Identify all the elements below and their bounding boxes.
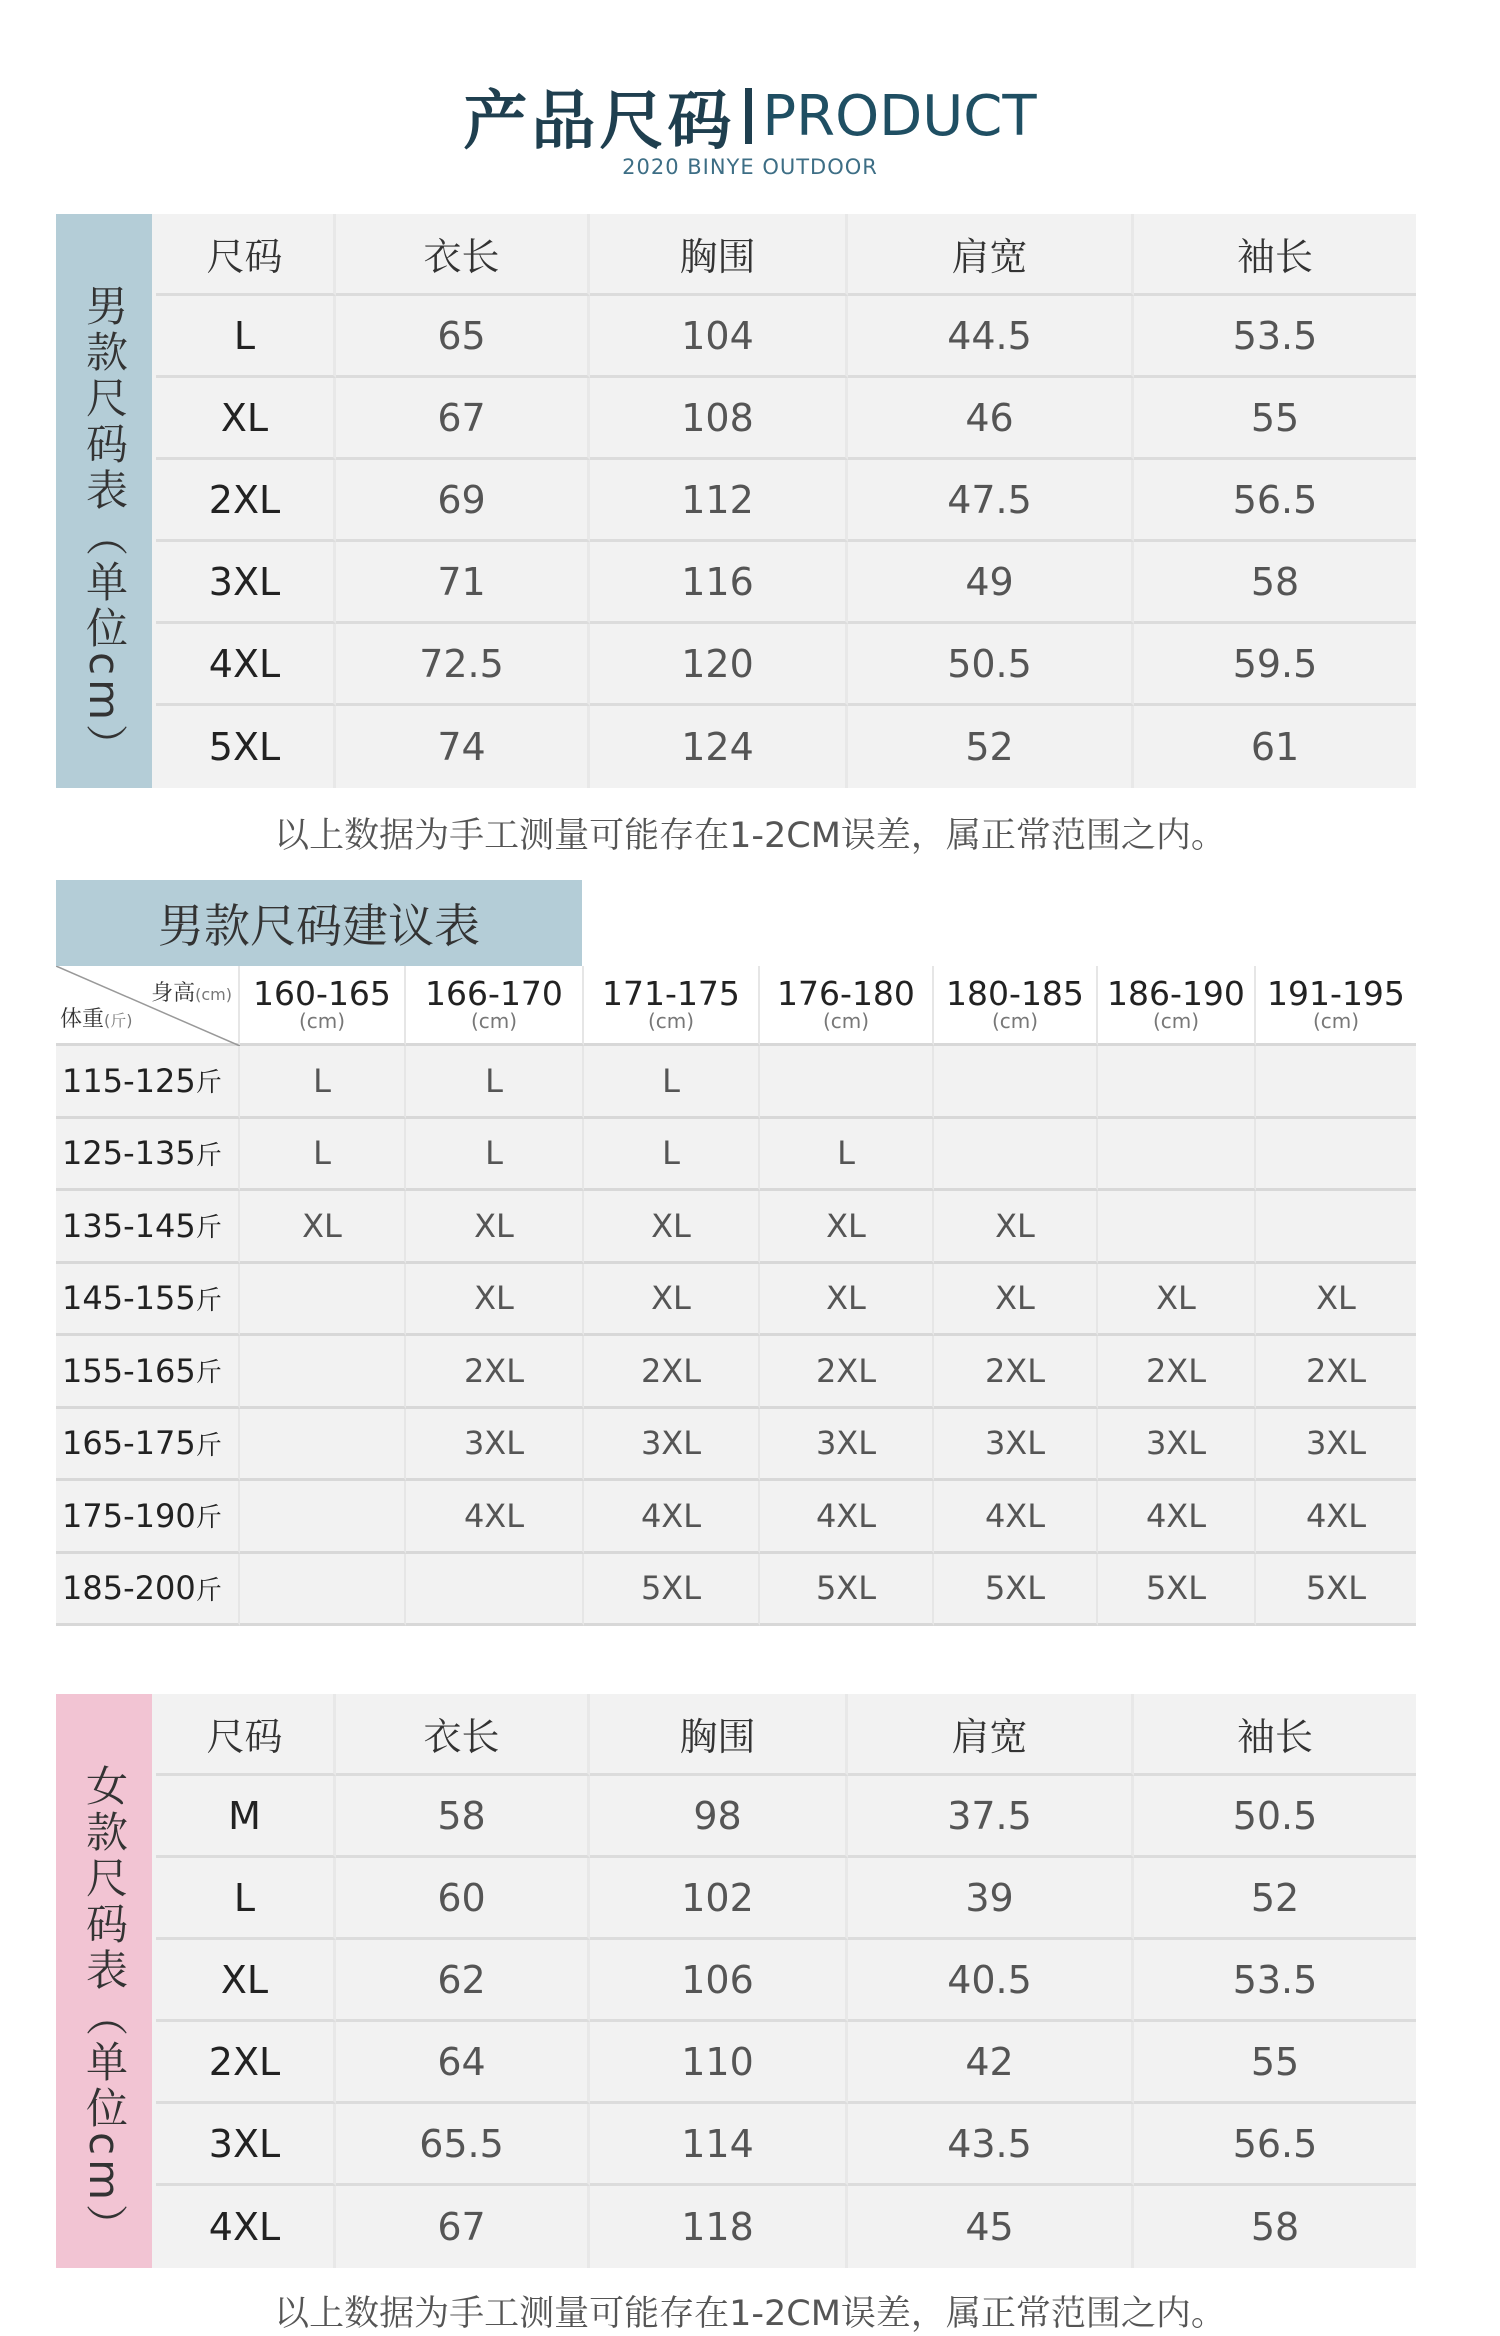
weight-unit-label: 斤 [195,1140,222,1171]
weight-unit-label: 斤 [195,1358,222,1389]
recommended-size-cell [240,1409,406,1482]
measurement-cell: 67 [336,378,590,460]
recommended-size-cell: 4XL [1256,1481,1416,1554]
recommended-size-cell: L [240,1119,406,1192]
measurement-cell: 39 [848,1858,1134,1940]
recommended-size-cell: 3XL [1098,1409,1256,1482]
recommended-size-cell [1098,1046,1256,1119]
column-header: 肩宽 [848,214,1134,296]
recommended-size-cell [934,1046,1098,1119]
recommended-size-cell [1256,1119,1416,1192]
recommended-size-cell: 5XL [1098,1554,1256,1627]
recommended-size-cell [240,1554,406,1627]
measurement-cell: 118 [590,2186,848,2268]
height-range-label: 171-175 [602,973,740,1013]
height-range-header [406,966,584,1046]
measurement-cell: 65 [336,296,590,378]
recommended-size-cell: XL [934,1191,1098,1264]
recommended-size-cell: 5XL [760,1554,934,1627]
recommended-size-cell: XL [1098,1264,1256,1337]
size-cell: XL [156,378,336,460]
height-unit-label: (cm) [298,1009,346,1034]
measurement-cell: 62 [336,1940,590,2022]
recommend-size-table [56,966,1416,1626]
size-cell: L [156,296,336,378]
measurement-cell: 50.5 [1134,1776,1416,1858]
column-header: 袖长 [1134,1694,1416,1776]
recommended-size-cell: L [584,1119,760,1192]
measurement-cell: 69 [336,460,590,542]
size-cell: 4XL [156,2186,336,2268]
size-cell: 2XL [156,460,336,542]
column-header: 衣长 [336,214,590,296]
recommend-corner-cell [56,966,240,1046]
page-title-english: PRODUCT [762,83,1037,149]
recommended-size-cell [240,1481,406,1554]
men-size-table [56,214,1416,788]
height-range-header [1256,966,1416,1046]
recommended-size-cell: L [240,1046,406,1119]
recommended-size-cell: 5XL [934,1554,1098,1627]
recommended-size-cell [406,1554,584,1627]
recommended-size-cell: L [406,1119,584,1192]
women-size-table [56,1694,1416,2268]
weight-range-header [56,1119,240,1192]
recommended-size-cell: XL [760,1191,934,1264]
weight-unit-label: 斤 [195,1068,222,1099]
weight-range-header [56,1336,240,1409]
men-measurement-note: 以上数据为手工测量可能存在1-2CM误差，属正常范围之内。 [274,816,1226,856]
height-range-header [760,966,934,1046]
size-cell: 3XL [156,542,336,624]
measurement-cell: 55 [1134,378,1416,460]
recommended-size-cell [240,1336,406,1409]
measurement-cell: 49 [848,542,1134,624]
weight-range-header [56,1264,240,1337]
recommended-size-cell: 4XL [760,1481,934,1554]
women-side-label-text: 女款尺码表（单位cm） [80,1764,129,2251]
weight-unit-label: 斤 [195,1213,222,1244]
weight-range-header [56,1046,240,1119]
measurement-cell: 120 [590,624,848,706]
title-line [463,70,1036,162]
height-range-label: 191-195 [1267,973,1405,1013]
page-header [0,70,1500,162]
size-cell: 5XL [156,706,336,788]
page-subtitle: 2020 BINYE OUTDOOR [622,155,878,179]
height-range-label: 160-165 [253,973,391,1013]
measurement-cell: 102 [590,1858,848,1940]
corner-weight-label: 体重(斤) [60,1007,133,1032]
measurement-cell: 52 [848,706,1134,788]
measurement-cell: 56.5 [1134,460,1416,542]
measurement-cell: 55 [1134,2022,1416,2104]
measurement-cell: 114 [590,2104,848,2186]
measurement-cell: 108 [590,378,848,460]
recommended-size-cell: 4XL [934,1481,1098,1554]
measurement-cell: 67 [336,2186,590,2268]
weight-unit-label: 斤 [195,1430,222,1461]
page-title: 产品尺码 [463,85,736,159]
recommended-size-cell: XL [406,1191,584,1264]
height-range-header [1098,966,1256,1046]
measurement-cell: 40.5 [848,1940,1134,2022]
recommended-size-cell: L [406,1046,584,1119]
recommended-size-cell: 4XL [1098,1481,1256,1554]
weight-range-label: 155-165 [62,1351,196,1390]
height-unit-label: (cm) [991,1009,1039,1034]
title-divider [745,88,752,144]
size-cell: M [156,1776,336,1858]
recommended-size-cell: 2XL [934,1336,1098,1409]
recommended-size-cell: 3XL [406,1409,584,1482]
recommended-size-cell [1256,1046,1416,1119]
size-cell: 3XL [156,2104,336,2186]
measurement-cell: 37.5 [848,1776,1134,1858]
women-side-label [56,1694,152,2268]
measurement-cell: 124 [590,706,848,788]
measurement-cell: 64 [336,2022,590,2104]
recommended-size-cell: 2XL [1098,1336,1256,1409]
measurement-cell: 58 [336,1776,590,1858]
column-header: 尺码 [156,214,336,296]
recommended-size-cell: XL [760,1264,934,1337]
recommended-size-cell: XL [240,1191,406,1264]
measurement-cell: 104 [590,296,848,378]
recommended-size-cell: 5XL [584,1554,760,1627]
weight-unit-label: 斤 [195,1575,222,1606]
recommended-size-cell: 3XL [1256,1409,1416,1482]
height-unit-label: (cm) [647,1009,695,1034]
height-unit-label: (cm) [470,1009,518,1034]
column-header: 衣长 [336,1694,590,1776]
recommended-size-cell: 4XL [584,1481,760,1554]
size-cell: 2XL [156,2022,336,2104]
recommended-size-cell: 3XL [760,1409,934,1482]
measurement-cell: 72.5 [336,624,590,706]
measurement-cell: 61 [1250,725,1300,769]
size-cell: 4XL [156,624,336,706]
measurement-cell: 58 [1134,542,1416,624]
corner-height-label: 身高(cm) [151,981,232,1006]
column-header: 肩宽 [848,1694,1134,1776]
measurement-cell: 60 [336,1858,590,1940]
size-cell: L [156,1858,336,1940]
weight-range-label: 165-175 [62,1424,196,1463]
size-cell: XL [156,1940,336,2022]
measurement-cell: 98 [590,1776,848,1858]
men-size-grid [156,214,1416,788]
height-range-header [584,966,760,1046]
height-range-header [240,966,406,1046]
recommended-size-cell: 2XL [760,1336,934,1409]
height-range-label: 186-190 [1107,973,1245,1013]
women-size-grid [156,1694,1416,2268]
column-header: 胸围 [590,214,848,296]
weight-range-header [56,1554,240,1627]
height-unit-label: (cm) [822,1009,870,1034]
measurement-cell: 110 [590,2022,848,2104]
recommended-size-cell: 2XL [584,1336,760,1409]
measurement-cell: 44.5 [848,296,1134,378]
recommended-size-cell: XL [584,1191,760,1264]
recommended-size-cell: 3XL [934,1409,1098,1482]
men-side-label [56,214,152,788]
weight-range-label: 175-190 [62,1496,196,1535]
recommended-size-cell [760,1046,934,1119]
recommended-size-cell: 4XL [406,1481,584,1554]
weight-range-label: 145-155 [62,1279,196,1318]
weight-range-label: 185-200 [62,1569,196,1608]
recommended-size-cell [1256,1191,1416,1264]
measurement-cell: 58 [1250,2205,1300,2249]
measurement-cell: 71 [336,542,590,624]
measurement-cell: 106 [590,1940,848,2022]
height-range-label: 176-180 [777,973,915,1013]
column-header: 尺码 [156,1694,336,1776]
weight-unit-label: 斤 [195,1285,222,1316]
measurement-cell: 112 [590,460,848,542]
recommended-size-cell: 2XL [406,1336,584,1409]
column-header: 胸围 [590,1694,848,1776]
measurement-cell: 45 [848,2186,1134,2268]
men-side-label-text: 男款尺码表（单位cm） [80,284,129,771]
recommended-size-cell: 5XL [1256,1554,1416,1627]
weight-range-label: 135-145 [62,1206,196,1245]
measurement-cell: 74 [336,706,590,788]
height-range-label: 180-185 [946,973,1084,1013]
recommended-size-cell: L [760,1119,934,1192]
recommended-size-cell: XL [934,1264,1098,1337]
measurement-cell: 46 [848,378,1134,460]
measurement-cell: 50.5 [848,624,1134,706]
recommend-title: 男款尺码建议表 [56,880,582,966]
recommended-size-cell [1098,1191,1256,1264]
measurement-cell: 116 [590,542,848,624]
column-header: 袖长 [1134,214,1416,296]
recommended-size-cell: XL [406,1264,584,1337]
weight-range-label: 115-125 [62,1061,196,1100]
measurement-cell: 59.5 [1134,624,1416,706]
measurement-cell: 52 [1134,1858,1416,1940]
measurement-cell: 42 [848,2022,1134,2104]
weight-range-label: 125-135 [62,1134,196,1173]
measurement-cell: 43.5 [848,2104,1134,2186]
weight-range-header [56,1481,240,1554]
measurement-cell: 47.5 [848,460,1134,542]
recommended-size-cell [1098,1119,1256,1192]
recommended-size-cell [240,1264,406,1337]
recommended-size-cell: 2XL [1256,1336,1416,1409]
recommended-size-cell: XL [584,1264,760,1337]
measurement-cell: 53.5 [1134,1940,1416,2022]
measurement-cell: 56.5 [1134,2104,1416,2186]
women-measurement-note: 以上数据为手工测量可能存在1-2CM误差，属正常范围之内。 [274,2294,1226,2334]
weight-range-header [56,1191,240,1264]
height-range-label: 166-170 [425,973,563,1013]
height-range-header [934,966,1098,1046]
recommended-size-cell [934,1119,1098,1192]
measurement-cell: 65.5 [336,2104,590,2186]
measurement-cell: 53.5 [1134,296,1416,378]
recommended-size-cell: L [584,1046,760,1119]
weight-range-header [56,1409,240,1482]
height-unit-label: (cm) [1312,1009,1360,1034]
recommended-size-cell: XL [1256,1264,1416,1337]
recommended-size-cell: 3XL [584,1409,760,1482]
height-unit-label: (cm) [1152,1009,1200,1034]
weight-unit-label: 斤 [195,1503,222,1534]
